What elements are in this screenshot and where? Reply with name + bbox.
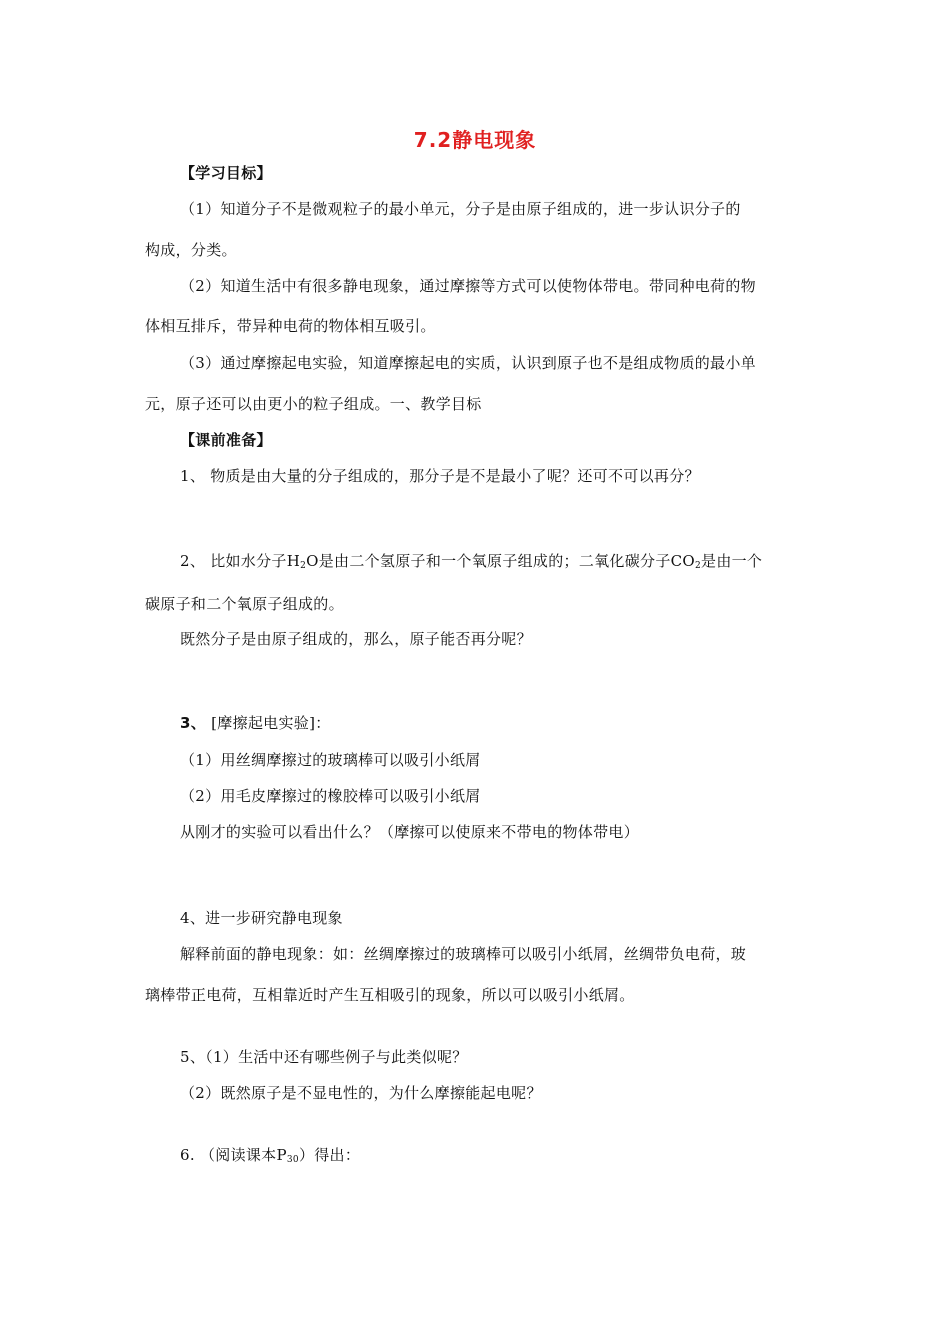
objective-3-line-2: 元，原子还可以由更小的粒子组成。一、教学目标 [145, 395, 482, 413]
question-6-suffix: ）得出： [298, 1146, 361, 1164]
experiment-item-2: （2）用毛皮摩擦过的橡胶棒可以吸引小纸屑 [180, 787, 481, 805]
objective-1-line-1: （1）知道分子不是微观粒子的最小单元，分子是由原子组成的，进一步认识分子的 [180, 200, 741, 218]
objectives-heading: 【学习目标】 [180, 164, 272, 182]
question-2-middle: O是由二个氢原子和一个氧原子组成的；二氧化碳分子CO [306, 552, 695, 570]
question-3-text: [摩擦起电实验]： [206, 714, 331, 732]
question-2-line-1 [180, 551, 762, 571]
objective-2-line-1: （2）知道生活中有很多静电现象，通过摩擦等方式可以使物体带电。带同种电荷的物 [180, 277, 756, 295]
objective-3-line-1: （3）通过摩擦起电实验，知道摩擦起电的实质，认识到原子也不是组成物质的最小单 [180, 354, 756, 372]
question-6-prefix: 6. （阅读课本P [180, 1146, 287, 1164]
experiment-conclusion: 从刚才的实验可以看出什么？（摩擦可以使原来不带电的物体带电） [180, 823, 640, 841]
question-2-line-3: 既然分子是由原子组成的，那么，原子能否再分呢？ [180, 630, 532, 648]
question-4-line-3: 璃棒带正电荷，互相靠近时产生互相吸引的现象，所以可以吸引小纸屑。 [145, 986, 635, 1004]
question-6 [180, 1145, 360, 1165]
question-4-line-1: 4、进一步研究静电现象 [180, 909, 343, 927]
question-5-item-2: （2）既然原子是不显电性的，为什么摩擦能起电呢？ [180, 1084, 542, 1102]
objective-1-line-2: 构成，分类。 [145, 241, 237, 259]
question-2-suffix: 是由一个 [701, 552, 763, 570]
preparation-heading: 【课前准备】 [180, 431, 272, 449]
question-5-item-1: 5、（1）生活中还有哪些例子与此类似呢？ [180, 1048, 468, 1066]
co2-subscript: 2 [695, 561, 702, 571]
experiment-item-1: （1）用丝绸摩擦过的玻璃棒可以吸引小纸屑 [180, 751, 481, 769]
question-2-line-2: 碳原子和二个氧原子组成的。 [145, 595, 344, 613]
h2o-subscript: 2 [300, 561, 307, 571]
page-subscript: 30 [286, 1155, 299, 1165]
question-1: 1、 物质是由大量的分子组成的，那分子是不是最小了呢？还可不可以再分？ [180, 467, 700, 485]
question-3-number: 3、 [180, 714, 207, 732]
question-3-line-1 [180, 713, 331, 733]
question-2-prefix: 2、 比如水分子H [180, 552, 301, 570]
question-4-line-2: 解释前面的静电现象：如：丝绸摩擦过的玻璃棒可以吸引小纸屑，丝绸带负电荷，玻 [180, 945, 747, 963]
page-title: 7.2静电现象 [413, 128, 537, 152]
objective-2-line-2: 体相互排斥，带异种电荷的物体相互吸引。 [145, 317, 436, 335]
